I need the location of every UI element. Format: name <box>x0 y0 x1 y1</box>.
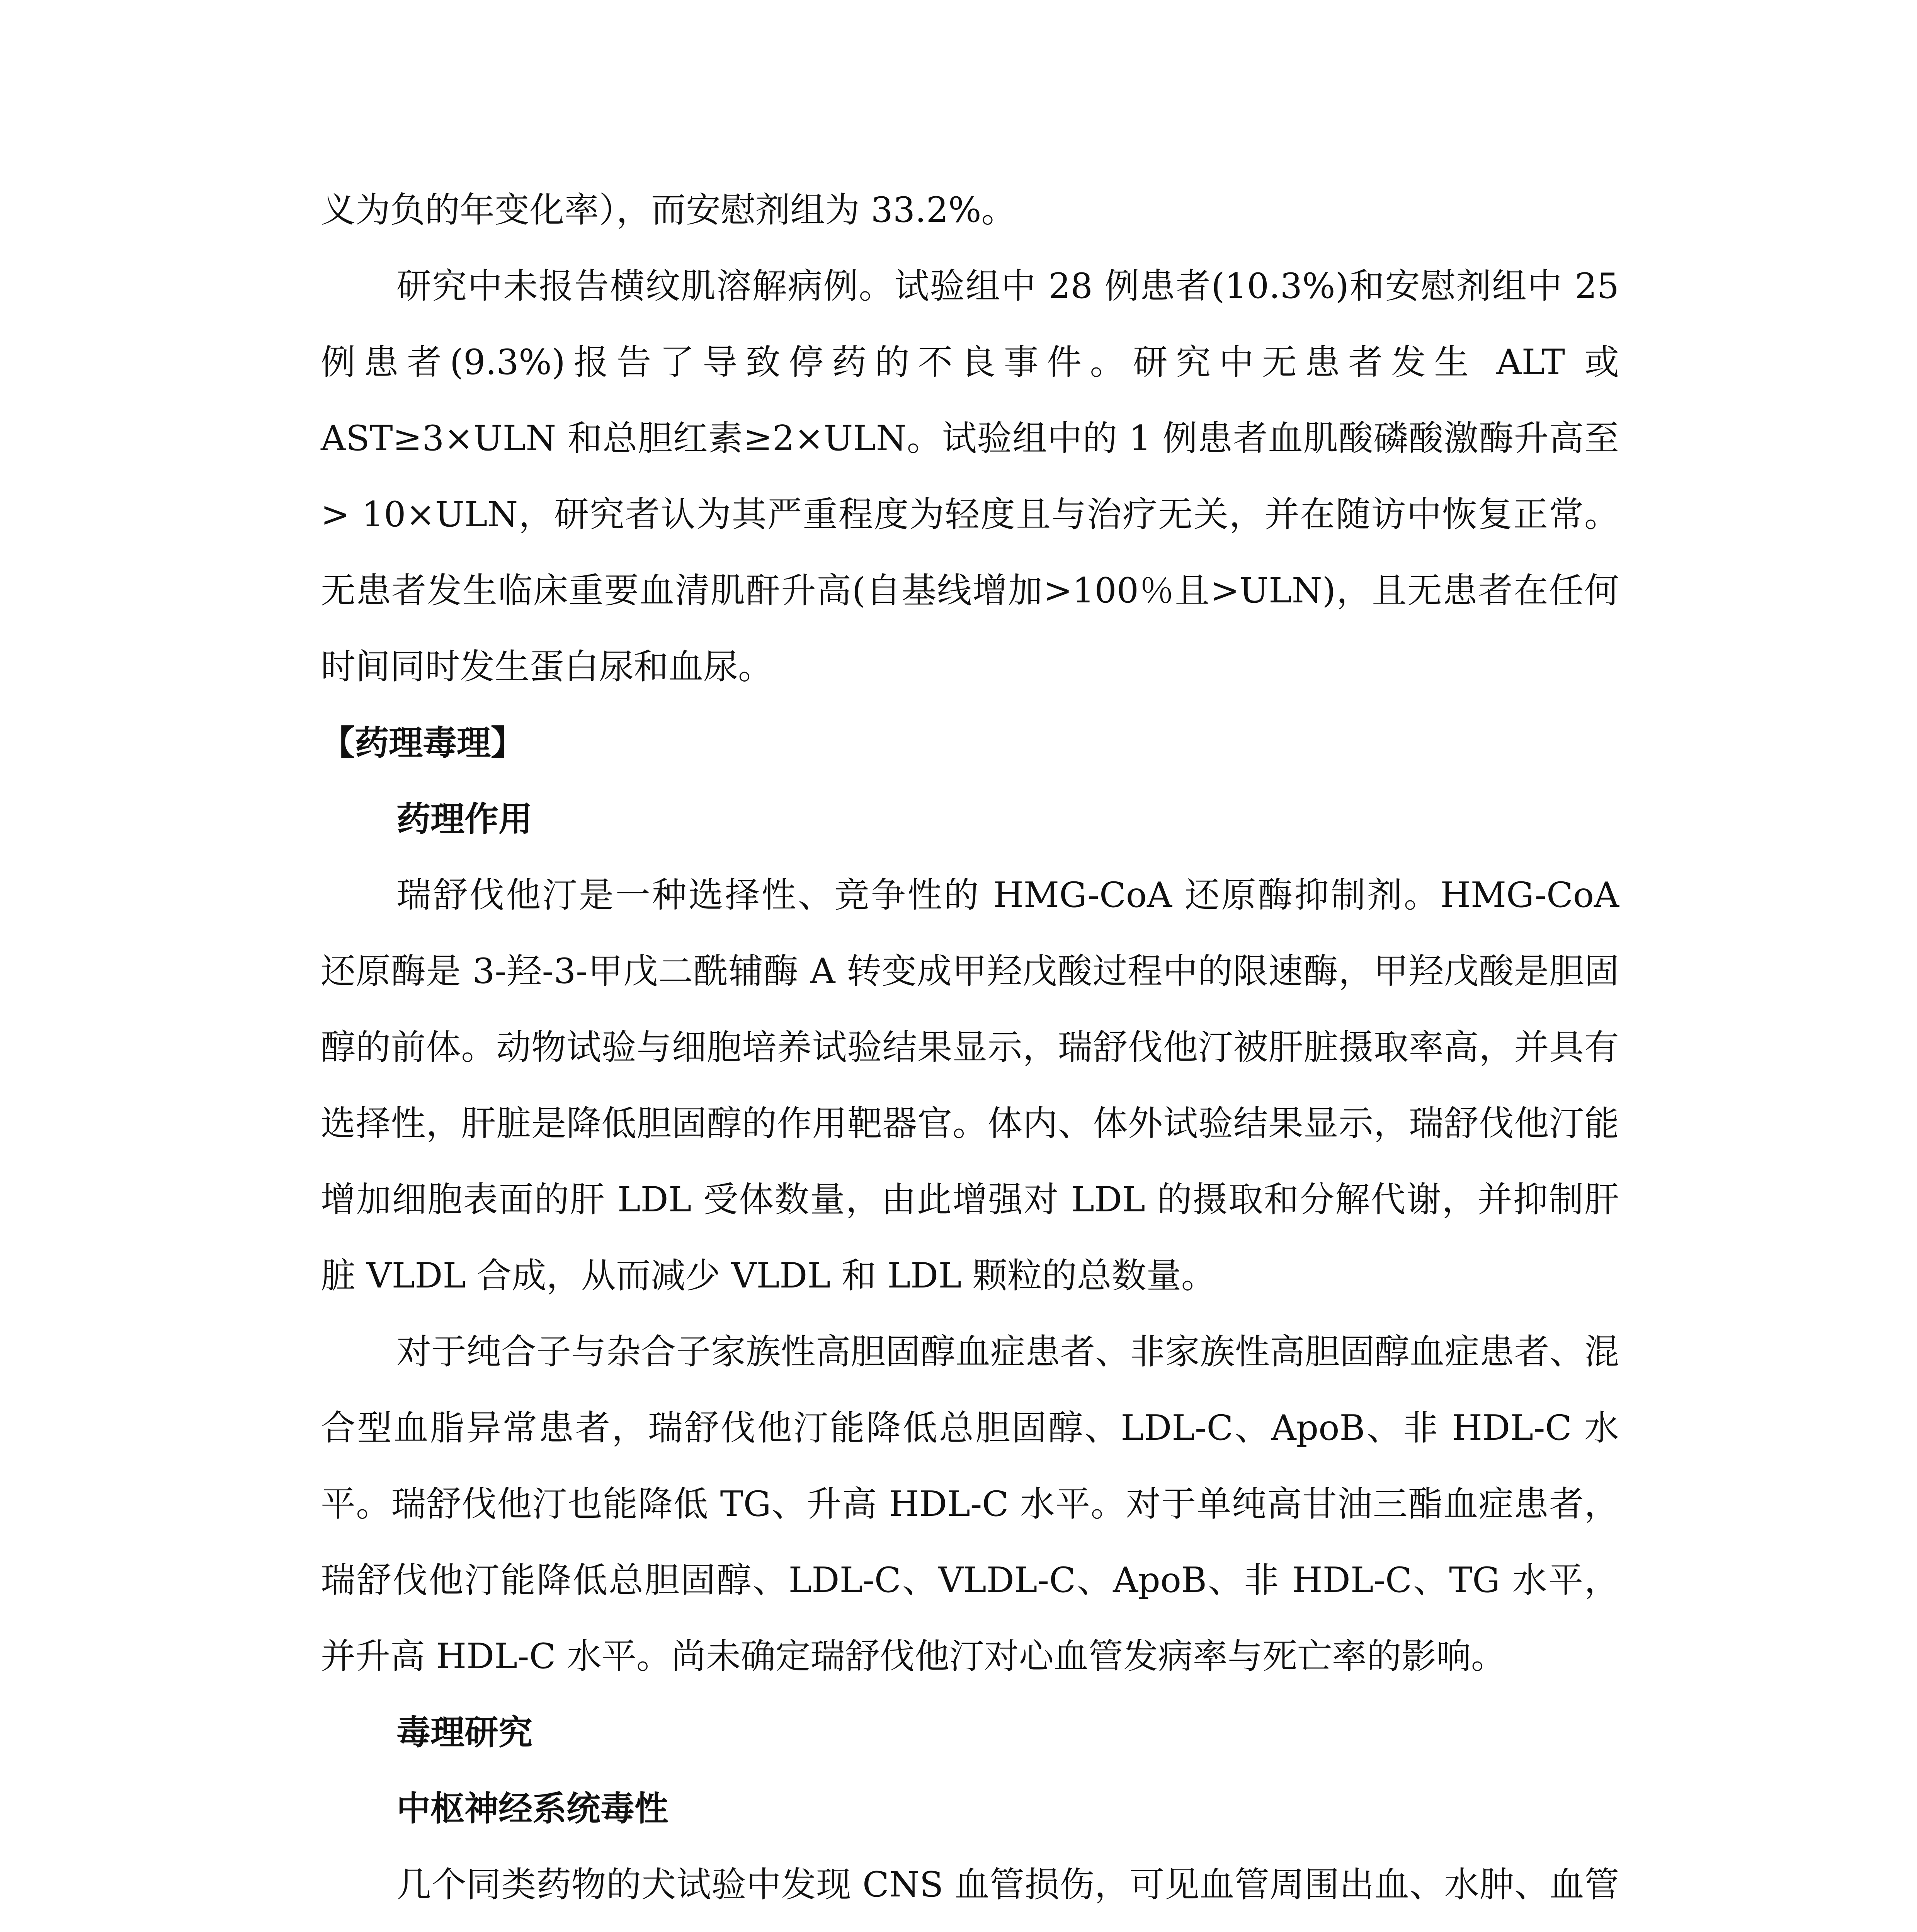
paragraph-lipid-effects: 对于纯合子与杂合子家族性高胆固醇血症患者、非家族性高胆固醇血症患者、混合型血脂异常患者，瑞舒伐他汀能降低总胆固醇、LDL-C、ApoB、非 HDL-C 水平。瑞舒伐他汀也能降低 TG、升高 HDL-C 水平。对于单纯高甘油三酯血症患者，瑞舒伐他汀能降低总胆固醇、LDL-C、VLDL-C、ApoB、非 HDL-C、TG 水平，并升高 HDL-C 水平。尚未确定瑞舒伐他汀对心血管发病率与死亡率的影响。 <box>321 1332 1619 1677</box>
section-heading-pharmacology-toxicology: 【药理毒理】 <box>321 723 525 763</box>
paragraph-continuation: 义为负的年变化率），而安慰剂组为 33.2%。 <box>321 190 1016 230</box>
paragraph-cns-vascular: 几个同类药物的犬试验中发现 CNS 血管损伤，可见血管周围出血、水肿、血管 <box>396 1864 1619 1905</box>
subheading-pharmacology: 药理作用 <box>396 799 533 839</box>
paragraph-adverse-events: 研究中未报告横纹肌溶解病例。试验组中 28 例患者(10.3%)和安慰剂组中 25 例患者(9.3%)报告了导致停药的不良事件。研究中无患者发生 ALT 或 AST≥3×ULN 和总胆红素≥2×ULN。试验组中的 1 例患者血肌酸磷酸激酶升高至> 10×ULN，研究者认为其严重程度为轻度且与治疗无关，并在随访中恢复正常。无患者发生临床重要血清肌酐升高(自基线增加>100％且>ULN)，且无患者在任何时间同时发生蛋白尿和血尿。 <box>321 266 1619 687</box>
subheading-toxicology: 毒理研究 <box>396 1713 533 1752</box>
subheading-cns-toxicity: 中枢神经系统毒性 <box>396 1789 669 1828</box>
paragraph-mechanism: 瑞舒伐他汀是一种选择性、竞争性的 HMG-CoA 还原酶抑制剂。HMG-CoA 还原酶是 3-羟-3-甲戊二酰辅酶 A 转变成甲羟戊酸过程中的限速酶，甲羟戊酸是胆固醇的前体。动物试验与细胞培养试验结果显示，瑞舒伐他汀被肝脏摄取率高，并具有选择性，肝脏是降低胆固醇的作用靶器官。体内、体外试验结果显示，瑞舒伐他汀能增加细胞表面的肝 LDL 受体数量，由此增强对 LDL 的摄取和分解代谢，并抑制肝脏 VLDL 合成，从而减少 VLDL 和 LDL 颗粒的总数量。 <box>321 875 1619 1296</box>
document-body <box>321 172 1619 1932</box>
